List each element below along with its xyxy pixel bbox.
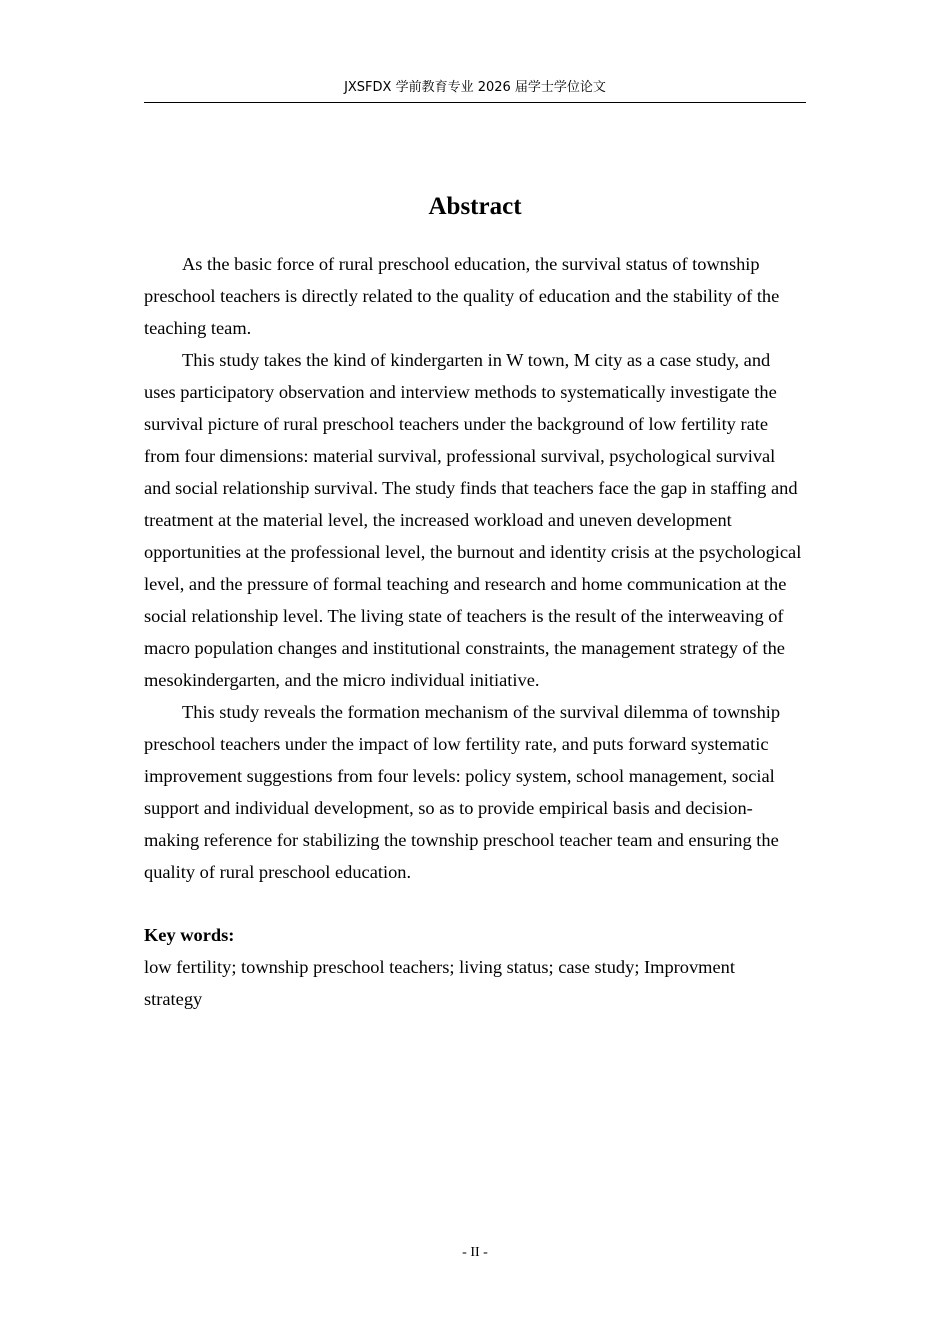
- page-number: - II -: [462, 1245, 488, 1260]
- running-header: JXSFDX 学前教育专业 2026 届学士学位论文: [144, 78, 806, 103]
- abstract-title: Abstract: [428, 193, 522, 220]
- keywords-text: low fertility; township preschool teachers; living status; case study; Improvment strategy: [144, 957, 735, 1009]
- abstract-paragraph-1: As the basic force of rural preschool education, the survival status of township preschool teachers is directly related to the quality of education and the stability of the teaching team.: [144, 254, 780, 338]
- abstract-body: [144, 248, 806, 888]
- keywords-section: [144, 919, 806, 1015]
- abstract-paragraph-3: This study reveals the formation mechanism of the survival dilemma of township preschool teachers under the impact of low fertility rate, and puts forward systematic improvement suggestions from four levels: policy system, school management, social support and individual development, so as to provide empirical basis and decision-making reference for stabilizing the township preschool teacher team and ensuring the quality of rural preschool education.: [144, 702, 781, 882]
- keywords-label: Key words:: [144, 925, 235, 945]
- abstract-paragraph-2: This study takes the kind of kindergarten in W town, M city as a case study, and uses participatory observation and interview methods to systematically investigate the survival picture of rural preschool teachers under the background of low fertility rate from four dimensions: material survival, professional survival, psychological survival and social relationship survival. The study finds that teachers face the gap in staffing and treatment at the material level, the increased workload and uneven development opportunities at the professional level, the burnout and identity crisis at the psychological level, and the pressure of formal teaching and research and home communication at the social relationship level. The living state of teachers is the result of the interweaving of macro population changes and institutional constraints, the management strategy of the mesokindergarten, and the micro individual initiative.: [144, 350, 802, 690]
